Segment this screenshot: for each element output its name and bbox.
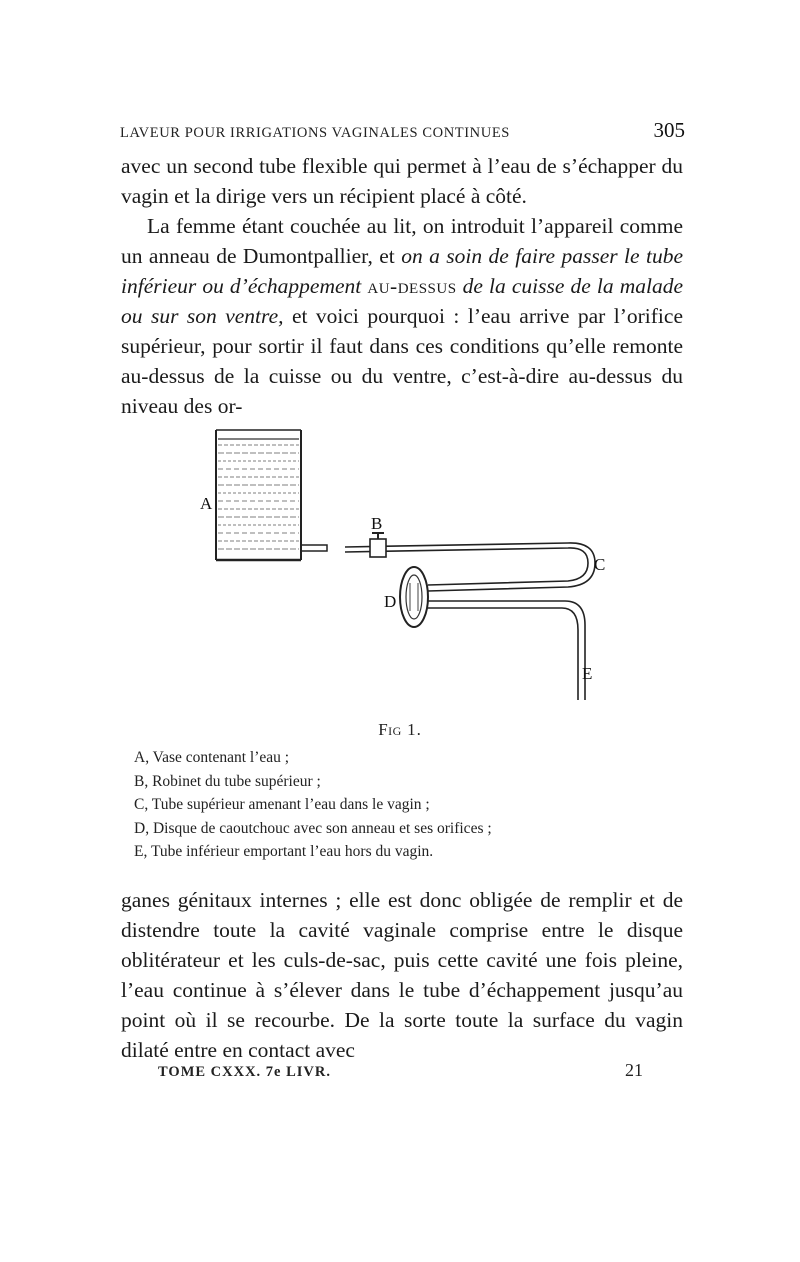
paragraph-2-part1: La femme étant couchée au lit, on introduit l’appareil comme un anneau de Dumontpallier, et xyxy=(121,214,683,268)
figure-1 xyxy=(190,425,620,715)
label-a: A xyxy=(200,494,213,513)
irrigation-apparatus-diagram xyxy=(190,425,620,715)
label-c: C xyxy=(594,555,606,574)
tap-b xyxy=(370,533,386,557)
upper-tube xyxy=(345,543,595,700)
paragraph-2-text xyxy=(121,211,683,421)
paragraph-3-text: ganes génitaux internes ; elle est donc obligée de remplir et de distendre toute la cavité vaginale comprise entre le disque oblitérateur et les culs-de-sac, puis cette cavité une fois pleine, l’eau continue à s’élever dans le tube d’échappement jusqu’au point où il se recourbe. De la sorte toute la surface du vagin dilaté entre en contact avec xyxy=(121,888,683,1062)
paragraph-2 xyxy=(121,211,683,421)
label-e: E xyxy=(582,664,593,683)
paragraph-2-italic2: de la cuisse de la malade ou sur son ventre, xyxy=(121,274,684,328)
page-number: 305 xyxy=(653,118,685,142)
paragraph-1 xyxy=(121,151,683,211)
figure-legend xyxy=(134,746,694,864)
legend-item-c: C, Tube supérieur amenant l’eau dans le vagin ; xyxy=(134,796,430,813)
legend-item-d: D, Disque de caoutchouc avec son anneau et ses orifices ; xyxy=(134,819,492,837)
signature-mark: TOME CXXX. 7e LIVR. xyxy=(158,1064,331,1080)
legend-item-e: E, Tube inférieur emportant l’eau hors du vagin. xyxy=(134,843,434,860)
caption-number: 1. xyxy=(407,720,422,739)
vase-a xyxy=(216,430,327,560)
paragraph-3 xyxy=(121,885,683,1065)
legend-item-b: B, Robinet du tube supérieur ; xyxy=(134,772,321,790)
label-d: D xyxy=(384,592,397,611)
paragraph-1-text: avec un second tube flexible qui permet à l’eau de s’échapper du vagin et la dirige vers un récipient placé à côté. xyxy=(121,154,683,208)
running-head xyxy=(120,118,685,143)
running-title: LAVEUR POUR IRRIGATIONS VAGINALES CONTINUES xyxy=(120,125,510,141)
paragraph-2-italic1: on a soin de faire passer le tube inférieur ou d’échappement xyxy=(121,244,683,298)
figure-caption xyxy=(120,720,680,740)
rubber-disc-d xyxy=(400,567,428,627)
label-b: B xyxy=(371,514,383,533)
signature-number: 21 xyxy=(625,1060,643,1080)
caption-prefix: Fig xyxy=(378,720,402,739)
paragraph-2-smallcaps: au-dessus xyxy=(367,274,457,298)
paragraph-2-part2: et voici pourquoi : l’eau arrive par l’orifice supérieur, pour sortir il faut dans ces conditions qu’elle remonte au-dessus de la cuisse ou du ventre, c’est-à-dire au-dessus du niveau des or- xyxy=(121,304,683,418)
legend-item-a: A, Vase contenant l’eau ; xyxy=(134,749,290,766)
page-footer xyxy=(158,1060,643,1081)
